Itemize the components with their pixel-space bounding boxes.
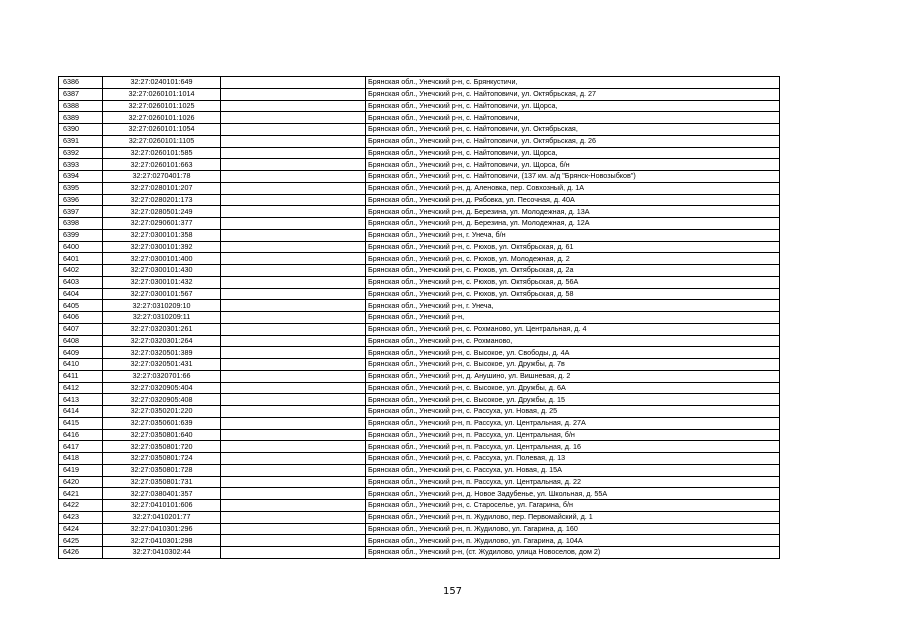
empty-cell	[221, 359, 366, 371]
address-cell: Брянская обл., Унечский р-н, с. Высокое, ул. Дружбы, д. 7в	[366, 359, 780, 371]
empty-cell	[221, 88, 366, 100]
cadastral-number-cell: 32:27:0280201:173	[103, 194, 221, 206]
row-number-cell: 6410	[59, 359, 103, 371]
address-cell: Брянская обл., Унечский р-н, с. Найтоповичи, (137 км. а/д "Брянск-Новозыбков")	[366, 171, 780, 183]
cadastral-number-cell: 32:27:0310209:10	[103, 300, 221, 312]
address-cell: Брянская обл., Унечский р-н, с. Староселье, ул. Гагарина, б/н	[366, 500, 780, 512]
row-number-cell: 6400	[59, 241, 103, 253]
cadastral-number-cell: 32:27:0320501:389	[103, 347, 221, 359]
row-number-cell: 6404	[59, 288, 103, 300]
cadastral-number-cell: 32:27:0320301:264	[103, 335, 221, 347]
table-row	[59, 547, 780, 559]
cadastral-number-cell: 32:27:0320501:431	[103, 359, 221, 371]
table-row	[59, 182, 780, 194]
empty-cell	[221, 476, 366, 488]
empty-cell	[221, 288, 366, 300]
table-row	[59, 265, 780, 277]
row-number-cell: 6414	[59, 406, 103, 418]
table-row	[59, 359, 780, 371]
row-number-cell: 6406	[59, 312, 103, 324]
empty-cell	[221, 382, 366, 394]
table-row	[59, 218, 780, 230]
row-number-cell: 6411	[59, 370, 103, 382]
address-cell: Брянская обл., Унечский р-н, с. Рассуха, ул. Новая, д. 25	[366, 406, 780, 418]
row-number-cell: 6423	[59, 511, 103, 523]
row-number-cell: 6426	[59, 547, 103, 559]
table-row	[59, 441, 780, 453]
cadastral-number-cell: 32:27:0300101:392	[103, 241, 221, 253]
row-number-cell: 6394	[59, 171, 103, 183]
table-row	[59, 511, 780, 523]
empty-cell	[221, 112, 366, 124]
row-number-cell: 6407	[59, 323, 103, 335]
cadastral-number-cell: 32:27:0350201:220	[103, 406, 221, 418]
table-row	[59, 335, 780, 347]
empty-cell	[221, 100, 366, 112]
address-cell: Брянская обл., Унечский р-н, с. Рюхов, ул. Октябрьская, д. 58	[366, 288, 780, 300]
row-number-cell: 6397	[59, 206, 103, 218]
cadastral-number-cell: 32:27:0300101:432	[103, 276, 221, 288]
cadastral-number-cell: 32:27:0410301:298	[103, 535, 221, 547]
cadastral-number-cell: 32:27:0350801:731	[103, 476, 221, 488]
empty-cell	[221, 124, 366, 136]
cadastral-number-cell: 32:27:0290601:377	[103, 218, 221, 230]
empty-cell	[221, 77, 366, 89]
table-row	[59, 429, 780, 441]
address-cell: Брянская обл., Унечский р-н, с. Найтоповичи, ул. Октябрьская, д. 26	[366, 135, 780, 147]
table-row	[59, 288, 780, 300]
empty-cell	[221, 347, 366, 359]
cadastral-number-cell: 32:27:0320701:66	[103, 370, 221, 382]
row-number-cell: 6415	[59, 417, 103, 429]
table-row	[59, 229, 780, 241]
empty-cell	[221, 241, 366, 253]
cadastral-number-cell: 32:27:0260101:1026	[103, 112, 221, 124]
cadastral-number-cell: 32:27:0410101:606	[103, 500, 221, 512]
address-cell: Брянская обл., Унечский р-н, с. Найтоповичи, ул. Щорса,	[366, 100, 780, 112]
table-row	[59, 300, 780, 312]
empty-cell	[221, 265, 366, 277]
table-row	[59, 488, 780, 500]
table-row	[59, 147, 780, 159]
table-row	[59, 171, 780, 183]
cadastral-number-cell: 32:27:0260101:663	[103, 159, 221, 171]
address-cell: Брянская обл., Унечский р-н, п. Рассуха, ул. Центральная, д. 16	[366, 441, 780, 453]
address-cell: Брянская обл., Унечский р-н, д. Анушино, ул. Вишневая, д. 2	[366, 370, 780, 382]
table-row	[59, 382, 780, 394]
table-row	[59, 453, 780, 465]
address-cell: Брянская обл., Унечский р-н, с. Рюхов, ул. Октябрьская, д. 56А	[366, 276, 780, 288]
row-number-cell: 6412	[59, 382, 103, 394]
row-number-cell: 6417	[59, 441, 103, 453]
address-cell: Брянская обл., Унечский р-н, с. Рюхов, ул. Молодежная, д. 2	[366, 253, 780, 265]
empty-cell	[221, 441, 366, 453]
row-number-cell: 6421	[59, 488, 103, 500]
empty-cell	[221, 511, 366, 523]
empty-cell	[221, 276, 366, 288]
table-row	[59, 100, 780, 112]
empty-cell	[221, 429, 366, 441]
table-row	[59, 370, 780, 382]
address-cell: Брянская обл., Унечский р-н, г. Унеча,	[366, 300, 780, 312]
cadastral-number-cell: 32:27:0260101:585	[103, 147, 221, 159]
address-cell: Брянская обл., Унечский р-н, п. Рассуха, ул. Центральная, д. 22	[366, 476, 780, 488]
cadastral-number-cell: 32:27:0260101:1054	[103, 124, 221, 136]
empty-cell	[221, 194, 366, 206]
empty-cell	[221, 323, 366, 335]
cadastral-number-cell: 32:27:0350601:639	[103, 417, 221, 429]
page-number: 157	[442, 586, 463, 597]
table-row	[59, 112, 780, 124]
cadastral-number-cell: 32:27:0280501:249	[103, 206, 221, 218]
address-cell: Брянская обл., Унечский р-н, (ст. Жудилово, улица Новоселов, дом 2)	[366, 547, 780, 559]
cadastral-number-cell: 32:27:0260101:1105	[103, 135, 221, 147]
table-row	[59, 323, 780, 335]
row-number-cell: 6425	[59, 535, 103, 547]
address-cell: Брянская обл., Унечский р-н, с. Высокое, ул. Дружбы, д. 6А	[366, 382, 780, 394]
table-row	[59, 312, 780, 324]
empty-cell	[221, 135, 366, 147]
address-cell: Брянская обл., Унечский р-н, с. Рохманово, ул. Центральная, д. 4	[366, 323, 780, 335]
address-cell: Брянская обл., Унечский р-н, д. Новое Задубенье, ул. Школьная, д. 55А	[366, 488, 780, 500]
cadastral-number-cell: 32:27:0410301:296	[103, 523, 221, 535]
empty-cell	[221, 335, 366, 347]
empty-cell	[221, 488, 366, 500]
empty-cell	[221, 370, 366, 382]
empty-cell	[221, 253, 366, 265]
table-row	[59, 88, 780, 100]
empty-cell	[221, 523, 366, 535]
cadastral-number-cell: 32:27:0350801:724	[103, 453, 221, 465]
row-number-cell: 6389	[59, 112, 103, 124]
cadastral-number-cell: 32:27:0300101:567	[103, 288, 221, 300]
row-number-cell: 6416	[59, 429, 103, 441]
address-cell: Брянская обл., Унечский р-н, г. Унеча, б/н	[366, 229, 780, 241]
empty-cell	[221, 218, 366, 230]
address-cell: Брянская обл., Унечский р-н, с. Высокое, ул. Свободы, д. 4А	[366, 347, 780, 359]
table-row	[59, 464, 780, 476]
table-row	[59, 406, 780, 418]
row-number-cell: 6388	[59, 100, 103, 112]
address-cell: Брянская обл., Унечский р-н, п. Жудилово, пер. Первомайский, д. 1	[366, 511, 780, 523]
row-number-cell: 6418	[59, 453, 103, 465]
cadastral-number-cell: 32:27:0260101:1014	[103, 88, 221, 100]
table-row	[59, 77, 780, 89]
row-number-cell: 6390	[59, 124, 103, 136]
empty-cell	[221, 229, 366, 241]
empty-cell	[221, 547, 366, 559]
table-row	[59, 523, 780, 535]
empty-cell	[221, 159, 366, 171]
cadastral-number-cell: 32:27:0300101:430	[103, 265, 221, 277]
table-row	[59, 194, 780, 206]
address-cell: Брянская обл., Унечский р-н, п. Жудилово, ул. Гагарина, д. 104А	[366, 535, 780, 547]
address-cell: Брянская обл., Унечский р-н, с. Рюхов, ул. Октябрьская, д. 2а	[366, 265, 780, 277]
empty-cell	[221, 417, 366, 429]
address-cell: Брянская обл., Унечский р-н, с. Высокое, ул. Дружбы, д. 15	[366, 394, 780, 406]
address-cell: Брянская обл., Унечский р-н,	[366, 312, 780, 324]
cadastral-number-cell: 32:27:0300101:358	[103, 229, 221, 241]
row-number-cell: 6403	[59, 276, 103, 288]
cadastral-number-cell: 32:27:0300101:400	[103, 253, 221, 265]
row-number-cell: 6386	[59, 77, 103, 89]
cadastral-number-cell: 32:27:0410302:44	[103, 547, 221, 559]
row-number-cell: 6401	[59, 253, 103, 265]
cadastral-number-cell: 32:27:0280101:207	[103, 182, 221, 194]
row-number-cell: 6409	[59, 347, 103, 359]
address-cell: Брянская обл., Унечский р-н, с. Найтоповичи, ул. Щорса,	[366, 147, 780, 159]
empty-cell	[221, 535, 366, 547]
row-number-cell: 6408	[59, 335, 103, 347]
cadastral-number-cell: 32:27:0350801:640	[103, 429, 221, 441]
empty-cell	[221, 147, 366, 159]
row-number-cell: 6424	[59, 523, 103, 535]
cadastral-number-cell: 32:27:0260101:1025	[103, 100, 221, 112]
table-row	[59, 206, 780, 218]
table-row	[59, 394, 780, 406]
row-number-cell: 6405	[59, 300, 103, 312]
cadastral-number-cell: 32:27:0320301:261	[103, 323, 221, 335]
address-cell: Брянская обл., Унечский р-н, д. Березина, ул. Молодежная, д. 13А	[366, 206, 780, 218]
table-row	[59, 476, 780, 488]
registry-table-body	[59, 77, 780, 559]
address-cell: Брянская обл., Унечский р-н, с. Брянкустичи,	[366, 77, 780, 89]
address-cell: Брянская обл., Унечский р-н, с. Найтоповичи, ул. Щорса, б/н	[366, 159, 780, 171]
cadastral-number-cell: 32:27:0410201:77	[103, 511, 221, 523]
row-number-cell: 6413	[59, 394, 103, 406]
registry-table	[58, 76, 780, 559]
empty-cell	[221, 312, 366, 324]
cadastral-number-cell: 32:27:0350801:728	[103, 464, 221, 476]
empty-cell	[221, 300, 366, 312]
cadastral-number-cell: 32:27:0270401:78	[103, 171, 221, 183]
address-cell: Брянская обл., Унечский р-н, п. Рассуха, ул. Центральная, д. 27А	[366, 417, 780, 429]
address-cell: Брянская обл., Унечский р-н, п. Рассуха, ул. Центральная, б/н	[366, 429, 780, 441]
cadastral-number-cell: 32:27:0350801:720	[103, 441, 221, 453]
empty-cell	[221, 464, 366, 476]
address-cell: Брянская обл., Унечский р-н, д. Березина, ул. Молодежная, д. 12А	[366, 218, 780, 230]
cadastral-number-cell: 32:27:0320905:408	[103, 394, 221, 406]
empty-cell	[221, 182, 366, 194]
row-number-cell: 6419	[59, 464, 103, 476]
cadastral-number-cell: 32:27:0310209:11	[103, 312, 221, 324]
row-number-cell: 6391	[59, 135, 103, 147]
empty-cell	[221, 500, 366, 512]
address-cell: Брянская обл., Унечский р-н, с. Рохманово,	[366, 335, 780, 347]
row-number-cell: 6393	[59, 159, 103, 171]
cadastral-number-cell: 32:27:0240101:649	[103, 77, 221, 89]
empty-cell	[221, 171, 366, 183]
table-row	[59, 417, 780, 429]
cadastral-number-cell: 32:27:0380401:357	[103, 488, 221, 500]
row-number-cell: 6402	[59, 265, 103, 277]
table-row	[59, 276, 780, 288]
row-number-cell: 6387	[59, 88, 103, 100]
row-number-cell: 6396	[59, 194, 103, 206]
table-row	[59, 500, 780, 512]
address-cell: Брянская обл., Унечский р-н, д. Рябовка, ул. Песочная, д. 40А	[366, 194, 780, 206]
table-row	[59, 253, 780, 265]
address-cell: Брянская обл., Унечский р-н, с. Найтоповичи, ул. Октябрьская, д. 27	[366, 88, 780, 100]
empty-cell	[221, 206, 366, 218]
empty-cell	[221, 394, 366, 406]
cadastral-number-cell: 32:27:0320905:404	[103, 382, 221, 394]
row-number-cell: 6395	[59, 182, 103, 194]
row-number-cell: 6392	[59, 147, 103, 159]
address-cell: Брянская обл., Унечский р-н, с. Найтоповичи, ул. Октябрьская,	[366, 124, 780, 136]
empty-cell	[221, 406, 366, 418]
table-row	[59, 535, 780, 547]
table-row	[59, 347, 780, 359]
table-row	[59, 135, 780, 147]
address-cell: Брянская обл., Унечский р-н, с. Рюхов, ул. Октябрьская, д. 61	[366, 241, 780, 253]
row-number-cell: 6398	[59, 218, 103, 230]
table-row	[59, 159, 780, 171]
address-cell: Брянская обл., Унечский р-н, д. Аленовка, пер. Совхозный, д. 1А	[366, 182, 780, 194]
row-number-cell: 6399	[59, 229, 103, 241]
address-cell: Брянская обл., Унечский р-н, с. Рассуха, ул. Новая, д. 15А	[366, 464, 780, 476]
table-row	[59, 124, 780, 136]
table-row	[59, 241, 780, 253]
row-number-cell: 6420	[59, 476, 103, 488]
empty-cell	[221, 453, 366, 465]
address-cell: Брянская обл., Унечский р-н, п. Жудилово, ул. Гагарина, д. 160	[366, 523, 780, 535]
row-number-cell: 6422	[59, 500, 103, 512]
address-cell: Брянская обл., Унечский р-н, с. Найтоповичи,	[366, 112, 780, 124]
address-cell: Брянская обл., Унечский р-н, с. Рассуха, ул. Полевая, д. 13	[366, 453, 780, 465]
